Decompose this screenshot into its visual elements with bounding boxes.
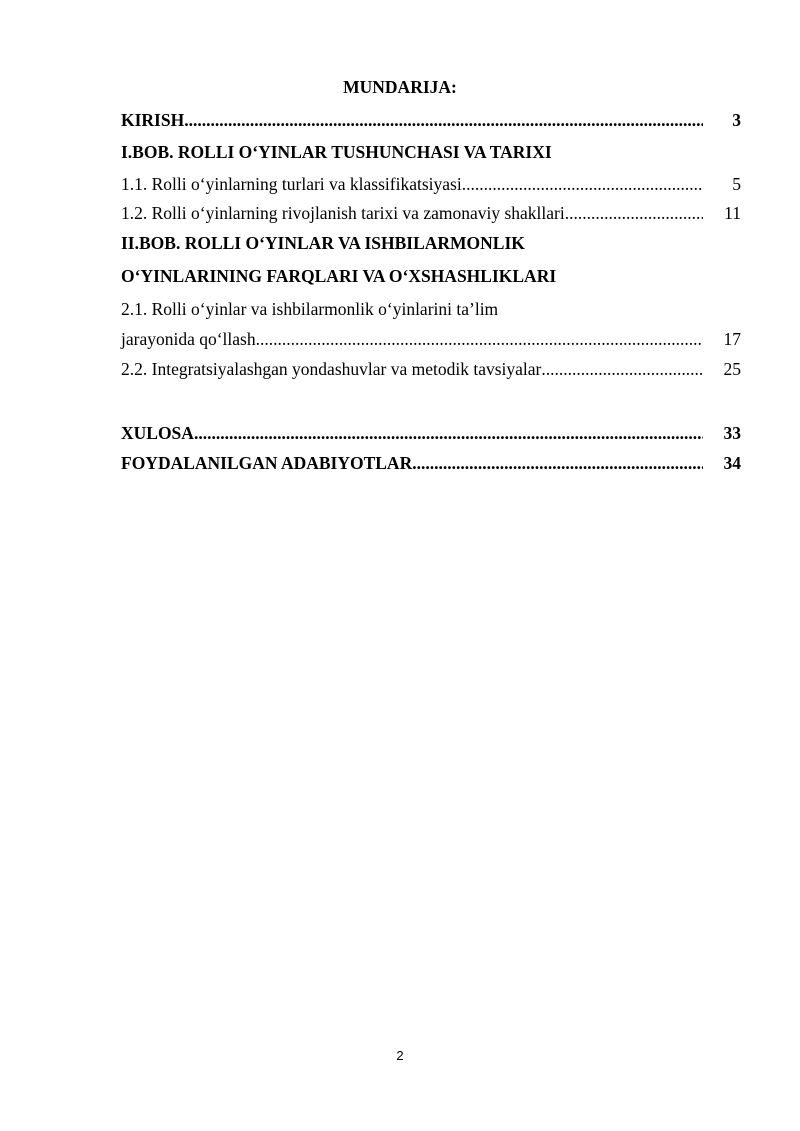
toc-entry-page: 5 xyxy=(732,174,741,194)
dot-leader xyxy=(184,108,703,132)
toc-entry-2-1-line-1: 2.1. Rolli o‘yinlar va ishbilarmonlik o‘yinlarini ta’lim xyxy=(121,299,499,319)
dot-leader xyxy=(412,451,703,475)
page-number: 2 xyxy=(396,1048,404,1063)
toc-entry-title: FOYDALANILGAN ADABIYOTLAR xyxy=(121,453,413,473)
dot-leader xyxy=(565,201,703,225)
toc-entry-title: KIRISH xyxy=(121,110,185,130)
toc-entry-title: 2.2. Integratsiyalashgan yondashuvlar va metodik tavsiyalar xyxy=(121,359,542,379)
toc-entry-page: 3 xyxy=(732,110,741,130)
toc-chapter-1-heading: I.BOB. ROLLI O‘YINLAR TUSHUNCHASI VA TARIXI xyxy=(121,142,552,162)
toc-chapter-2-heading-line-2: O‘YINLARINING FARQLARI VA O‘XSHASHLIKLARI xyxy=(121,266,557,286)
dot-leader xyxy=(541,357,703,381)
toc-entry-page: 33 xyxy=(723,423,741,443)
toc-entry-1-1 xyxy=(121,172,741,196)
toc-entry-xulosa xyxy=(121,421,741,445)
toc-chapter-2-heading-line-1: II.BOB. ROLLI O‘YINLAR VA ISHBILARMONLIK xyxy=(121,233,525,253)
toc-entry-kirish xyxy=(121,108,741,132)
toc-entry-title: XULOSA xyxy=(121,423,194,443)
toc-entry-2-1 xyxy=(121,327,741,351)
toc-entry-1-2 xyxy=(121,201,741,225)
toc-entry-title: 1.2. Rolli o‘yinlarning rivojlanish tarixi va zamonaviy shakllari xyxy=(121,203,565,223)
page-title: MUNDARIJA: xyxy=(343,77,457,97)
dot-leader xyxy=(194,421,703,445)
toc-entry-title: 1.1. Rolli o‘yinlarning turlari va klassifikatsiyasi xyxy=(121,174,462,194)
toc-entry-2-2 xyxy=(121,357,741,381)
toc-entry-page: 17 xyxy=(723,329,741,349)
dot-leader xyxy=(462,172,703,196)
dot-leader xyxy=(256,327,703,351)
toc-entry-title: jarayonida qo‘llash xyxy=(121,329,256,349)
toc-entry-page: 34 xyxy=(723,453,741,473)
toc-entry-page: 25 xyxy=(723,359,741,379)
toc-entry-adabiyotlar xyxy=(121,451,741,475)
toc-entry-page: 11 xyxy=(724,203,741,223)
